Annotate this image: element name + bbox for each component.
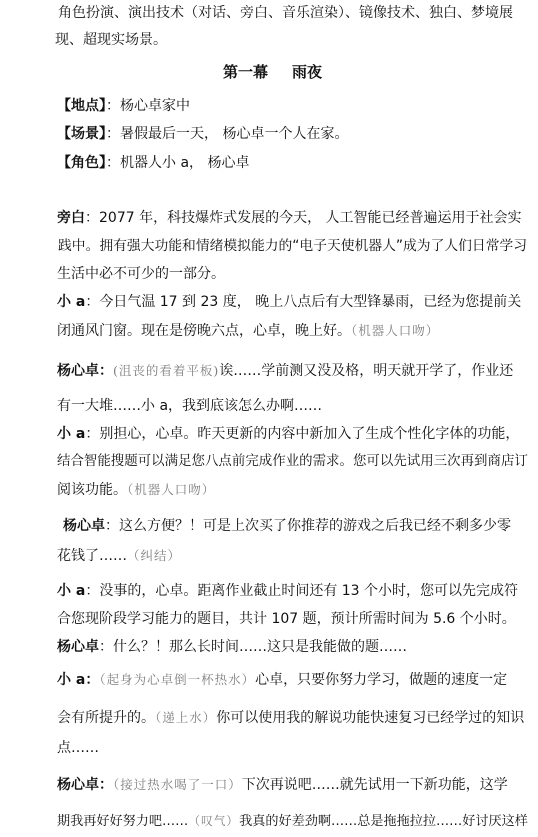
dialogue-text: 闭通风门窗。现在是傍晚六点，心卓，晚上好。 bbox=[57, 323, 351, 339]
intro-line-1: 角色扮演、演出技术（对话、旁白、音乐渲染）、镜像技术、独白、梦境展 bbox=[58, 5, 513, 21]
speaker-xiaoa: 小 a bbox=[57, 672, 86, 688]
speaker-xiaoa: 小 a bbox=[57, 294, 86, 310]
dialogue-xiaoa-1-line-2 bbox=[57, 321, 439, 341]
speaker-yang: 杨心卓 bbox=[57, 363, 99, 379]
narration-line-1 bbox=[57, 208, 522, 228]
dialogue-text: ：别担心，心卓。昨天更新的内容中新加入了生成个性化字体的功能， bbox=[85, 426, 520, 442]
speaker-narrator: 旁白 bbox=[57, 210, 85, 226]
info-label: 【场景】 bbox=[57, 126, 106, 142]
speaker-yang: 杨心卓 bbox=[63, 518, 105, 534]
dialogue-xiaoa-2-line-3 bbox=[57, 480, 215, 500]
dialogue-yang-2-line-2 bbox=[57, 546, 181, 566]
speaker-colon: ： bbox=[99, 363, 113, 379]
speaker-colon: ： bbox=[85, 672, 100, 688]
stage-direction: （接过热水喝了一口） bbox=[113, 777, 242, 792]
dialogue-yang-3 bbox=[57, 637, 407, 657]
dialogue-yang-4-line-2 bbox=[57, 811, 528, 832]
speaker-colon: ： bbox=[99, 777, 113, 793]
stage-direction: （递上水） bbox=[155, 710, 217, 725]
dialogue-xiaoa-2-line-2: 结合智能搜题可以满足您八点前完成作业的需求。您可以先试用三次再到商店订 bbox=[57, 454, 528, 469]
speaker-xiaoa: 小 a bbox=[57, 426, 86, 442]
act-name: 雨夜 bbox=[292, 63, 323, 81]
info-label: 【角色】 bbox=[57, 155, 106, 171]
info-characters bbox=[57, 153, 249, 173]
dialogue-yang-2 bbox=[63, 516, 511, 536]
intro-line-2: 现、超现实场景。 bbox=[55, 32, 167, 48]
dialogue-yang-4 bbox=[57, 775, 508, 795]
dialogue-text: ：2077 年，科技爆炸式发展的今天， 人工智能已经普遍运用于社会实 bbox=[85, 210, 522, 226]
dialogue-xiaoa-2 bbox=[57, 424, 519, 444]
stage-direction: （起身为心卓倒一杯热水） bbox=[99, 672, 256, 687]
dialogue-text: 心卓，只要你努力学习，做题的速度一定 bbox=[255, 672, 508, 688]
dialogue-text: ：这么方便？！可是上次买了你推荐的游戏之后我已经不剩多少零 bbox=[105, 518, 511, 534]
dialogue-xiaoa-4-line-2 bbox=[57, 708, 524, 728]
dialogue-xiaoa-4-line-3: 点…… bbox=[57, 740, 99, 756]
dialogue-yang-1-line-2: 有一大堆……小 a，我到底该怎么办啊…… bbox=[57, 398, 323, 414]
act-title bbox=[223, 62, 322, 82]
stage-direction: （叹气） bbox=[188, 814, 240, 828]
dialogue-text: 你可以使用我的解说功能快速复习已经学过的知识 bbox=[216, 710, 525, 726]
speaker-yang: 杨心卓 bbox=[57, 639, 99, 655]
dialogue-xiaoa-3-line-2: 合您现阶段学习能力的题目，共计 107 题，预计所需时间为 5.6 个小时。 bbox=[57, 611, 516, 627]
speaker-yang: 杨心卓 bbox=[57, 777, 99, 793]
narration-line-2: 践中。拥有强大功能和情绪模拟能力的“电子天使机器人”成为了人们日常学习 bbox=[58, 238, 528, 254]
info-scene bbox=[57, 124, 348, 144]
dialogue-text: ：没事的，心卓。距离作业截止时间还有 13 个小时，您可以先完成符 bbox=[85, 583, 519, 599]
dialogue-text: ：今日气温 17 到 23 度， 晚上八点后有大型锋暴雨，已经为您提前关 bbox=[85, 294, 522, 310]
dialogue-text: 我真的好差劲啊……总是拖拖拉拉……好讨厌这样 bbox=[239, 814, 528, 829]
info-label: 【地点】 bbox=[57, 98, 106, 114]
info-text: ：机器人小 a， 杨心卓 bbox=[106, 155, 250, 171]
stage-direction: （纠结） bbox=[127, 548, 182, 563]
dialogue-text: 下次再说吧……就先试用一下新功能，这学 bbox=[241, 777, 508, 793]
dialogue-xiaoa-4 bbox=[57, 670, 507, 690]
stage-direction: (沮丧的看着平板) bbox=[113, 363, 220, 378]
dialogue-xiaoa-1 bbox=[57, 292, 521, 312]
dialogue-text: 会有所提升的。 bbox=[57, 710, 155, 726]
dialogue-xiaoa-3 bbox=[57, 581, 518, 601]
dialogue-text: 花钱了…… bbox=[57, 548, 127, 564]
dialogue-yang-1 bbox=[57, 361, 513, 381]
info-location bbox=[57, 96, 190, 116]
narration-line-3: 生活中必不可少的一部分。 bbox=[57, 266, 225, 282]
act-number: 第一幕 bbox=[223, 63, 269, 81]
stage-direction: （机器人口吻） bbox=[351, 323, 440, 338]
dialogue-text: ：什么？！那么长时间……这只是我能做的题…… bbox=[99, 639, 407, 655]
info-text: ：杨心卓家中 bbox=[106, 98, 190, 114]
stage-direction: （机器人口吻） bbox=[127, 482, 216, 497]
dialogue-text: 阅该功能。 bbox=[57, 482, 127, 498]
info-text: ：暑假最后一天， 杨心卓一个人在家。 bbox=[106, 126, 349, 142]
dialogue-text: 诶……学前测又没及格，明天就开学了，作业还 bbox=[219, 363, 514, 379]
dialogue-text: 期我再好好努力吧…… bbox=[57, 814, 189, 829]
speaker-xiaoa: 小 a bbox=[57, 583, 86, 599]
